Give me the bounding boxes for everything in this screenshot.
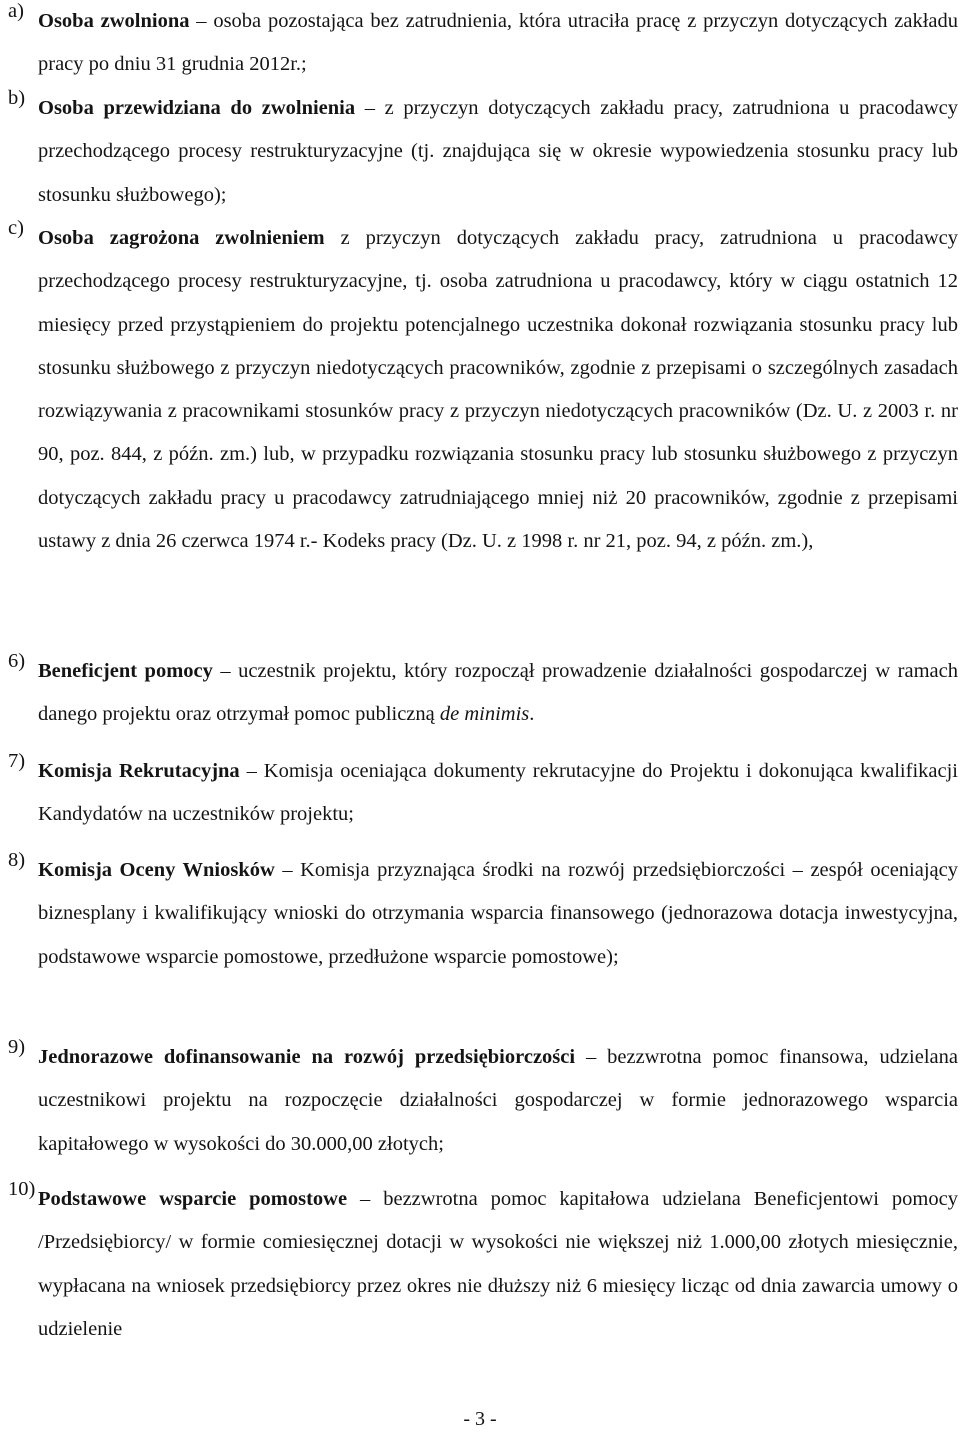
- definition-body: [38, 0, 958, 87]
- definition-b: [8, 87, 958, 217]
- page-number: - 3 -: [463, 1408, 497, 1430]
- list-marker: 9): [8, 1036, 26, 1058]
- definition-term: Osoba zagrożona zwolnieniem: [38, 227, 325, 249]
- definition-body: [38, 650, 958, 737]
- definition-term: Jednorazowe dofinansowanie na rozwój przedsiębiorczości: [38, 1046, 576, 1068]
- definition-text: – z przyczyn dotyczących zakładu pracy, zatrudniona u pracodawcy przechodzącego procesy restrukturyzacyjne (tj. znajdująca się w okresie wypowiedzenia stosunku pracy lub stosunku służbowego);: [38, 97, 958, 206]
- definition-text: – bezzwrotna pomoc finansowa, udzielana uczestnikowi projektu na rozpoczęcie działalności gospodarczej w formie jednorazowego wsparcia kapitałowego w wysokości do 30.000,00 złotych;: [38, 1046, 958, 1155]
- list-marker: c): [8, 217, 24, 239]
- definition-text: z przyczyn dotyczących zakładu pracy, zatrudniona u pracodawcy przechodzącego procesy restrukturyzacyjne, tj. osoba zatrudniona u pracodawcy, który w ciągu ostatnich 12 miesięcy przed przystąpieniem do projektu potencjalnego uczestnika dokonał rozwiązania stosunku pracy lub stosunku służbowego z przyczyn niedotyczących pracowników, zgodnie z przepisami o szczególnych zasadach rozwiązywania z pracownikami stosunków pracy z przyczyn niedotyczących pracowników (Dz. U. z 2003 r. nr 90, poz. 844, z późn. zm.) lub, w przypadku rozwiązania stosunku pracy lub stosunku służbowego z przyczyn dotyczących zakładu pracy u pracodawcy zatrudniającego mniej niż 20 pracowników, zgodnie z przepisami ustawy z dnia 26 czerwca 1974 r.- Kodeks pracy (Dz. U. z 1998 r. nr 21, poz. 94, z późn. zm.),: [38, 227, 959, 553]
- definition-term: Komisja Rekrutacyjna: [38, 760, 240, 782]
- definition-body: [38, 750, 958, 837]
- definition-a: [8, 0, 958, 87]
- definition-8: [8, 849, 958, 979]
- definition-6: [8, 650, 958, 737]
- definition-body: [38, 217, 958, 563]
- list-marker: 8): [8, 849, 26, 871]
- definition-text: – osoba pozostająca bez zatrudnienia, która utraciła pracę z przyczyn dotyczących zakładu pracy po dniu 31 grudnia 2012r.;: [38, 10, 959, 76]
- definition-9: [8, 1036, 958, 1166]
- list-marker: b): [8, 87, 26, 109]
- definition-term: Podstawowe wsparcie pomostowe: [38, 1188, 348, 1210]
- definition-10: [8, 1178, 958, 1351]
- definition-body: [38, 1036, 958, 1166]
- list-marker: a): [8, 0, 24, 22]
- definition-7: [8, 750, 958, 837]
- list-marker: 6): [8, 650, 26, 672]
- list-marker: 7): [8, 750, 26, 772]
- definition-c: [8, 217, 958, 563]
- definition-text: – Komisja przyznająca środki na rozwój przedsiębiorczości – zespół oceniający biznesplany i kwalifikujący wnioski do otrzymania wsparcia finansowego (jednorazowa dotacja inwestycyjna, podstawowe wsparcie pomostowe, przedłużone wsparcie pomostowe);: [38, 859, 958, 968]
- definition-body: [38, 849, 958, 979]
- definition-body: [38, 1178, 958, 1351]
- list-marker: 10): [8, 1178, 36, 1200]
- definition-text: – Komisja oceniająca dokumenty rekrutacyjne do Projektu i dokonująca kwalifikacji Kandydatów na uczestników projektu;: [38, 760, 958, 826]
- definition-tail: .: [529, 703, 535, 726]
- definition-text: – bezzwrotna pomoc kapitałowa udzielana Beneficjentowi pomocy /Przedsiębiorcy/ w formie comiesięcznej dotacji w wysokości nie większej niż 1.000,00 złotych miesięcznie, wypłacana na wniosek przedsiębiorcy przez okres nie dłuższy niż 6 miesięcy licząc od dnia zawarcia umowy o udzielenie: [38, 1188, 958, 1340]
- definition-term: Komisja Oceny Wniosków: [38, 859, 275, 881]
- definition-body: [38, 87, 958, 217]
- definition-text: – uczestnik projektu, który rozpoczął prowadzenie działalności gospodarczej w ramach danego projektu oraz otrzymał pomoc publiczną: [38, 660, 958, 726]
- definition-term: Beneficjent pomocy: [38, 660, 213, 682]
- definition-term: Osoba zwolniona: [38, 10, 190, 32]
- italic-term: de minimis: [439, 703, 530, 726]
- definition-term: Osoba przewidziana do zwolnienia: [38, 97, 356, 119]
